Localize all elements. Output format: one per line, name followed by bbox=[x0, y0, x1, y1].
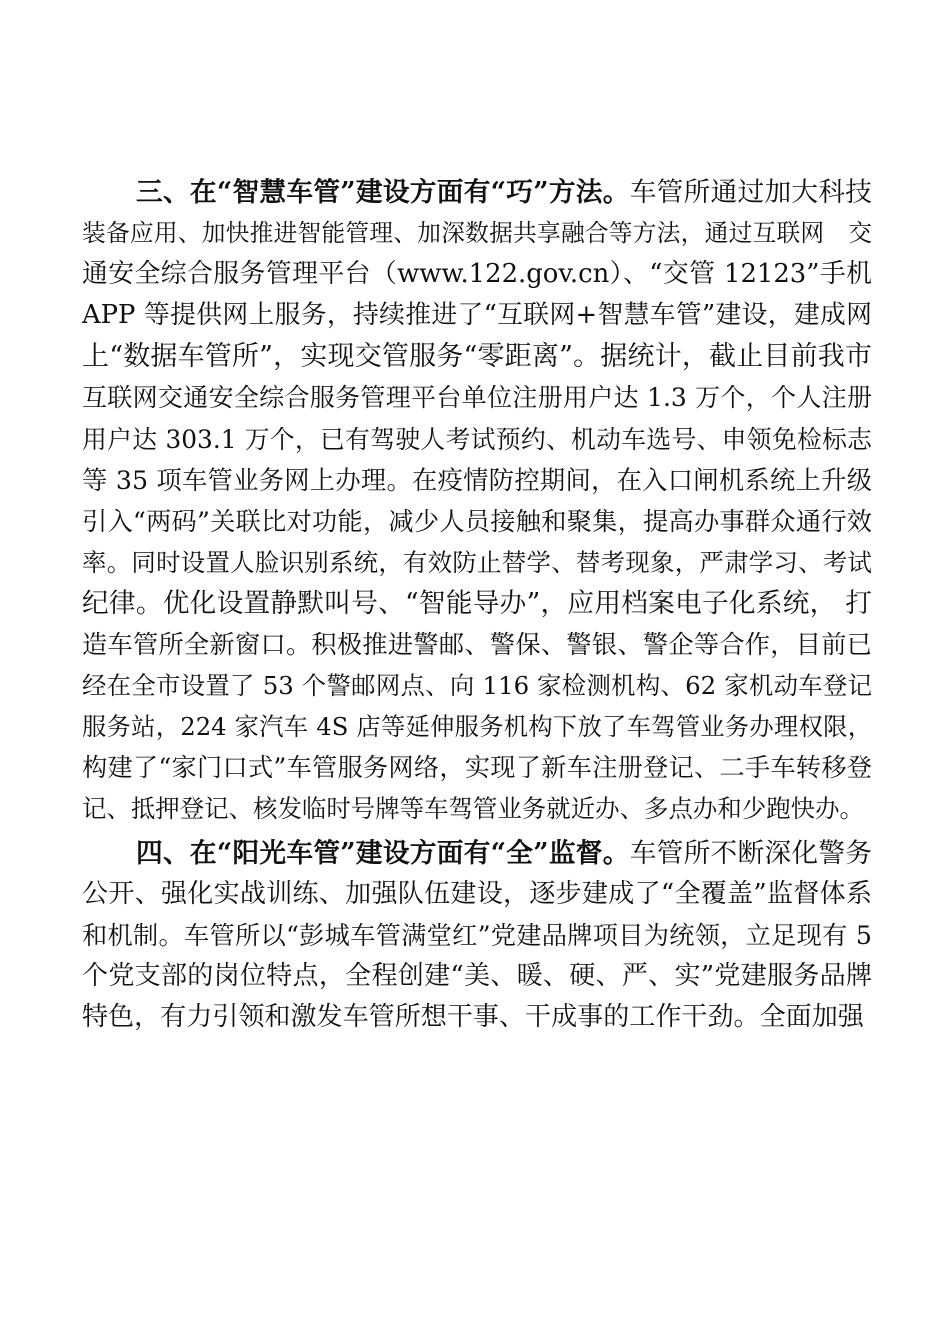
paragraph-line: 率。同时设置人脸识别系统，有效防止替学、替考现象，严肃学习、考试 bbox=[82, 547, 872, 577]
document-body bbox=[82, 172, 872, 1038]
section-4-heading: 四、在“阳光车管”建设方面有“全”监督。 bbox=[136, 837, 630, 869]
paragraph-line: APP 等提供网上服务，持续推进了“互联网+智慧车管”建设，建成网 bbox=[82, 300, 872, 331]
paragraph-line: 等 35 项车管业务网上办理。在疫情防控期间，在入口闸机系统上升级 bbox=[82, 465, 872, 495]
paragraph-line: 服务站，224 家汽车 4S 店等延伸服务机构下放了车驾管业务办理权限， bbox=[82, 712, 872, 742]
paragraph-line: 纪律。优化设置静默叫号、“智能导办”，应用档案电子化系统， 打 bbox=[82, 587, 872, 619]
section-4-line-1 bbox=[82, 833, 872, 874]
paragraph-line: 互联网交通安全综合服务管理平台单位注册用户达 1.3 万个，个人注册 bbox=[82, 383, 872, 413]
section-3-heading: 三、在“智慧车管”建设方面有“巧”方法。 bbox=[136, 177, 630, 208]
paragraph-line: 用户达 303.1 万个，已有驾驶人考试预约、机动车选号、申领免检标志 bbox=[82, 424, 872, 454]
paragraph-line: 装备应用、加快推进智能管理、加深数据共享融合等方法，通过互联网 交 bbox=[82, 219, 872, 248]
paragraph-line: 上“数据车管所”，实现交管服务“零距离”。据统计，截止目前我市 bbox=[82, 341, 872, 373]
paragraph-line: 记、抵押登记、核发临时号牌等车驾管业务就近办、多点办和少跑快办。 bbox=[82, 794, 864, 824]
paragraph-line: 和机制。车管所以“彭城车管满堂红”党建品牌项目为统领，立足现有 5 bbox=[82, 920, 872, 950]
section-3-text: 车管所通过加大科技 bbox=[629, 177, 872, 208]
paragraph-line: 构建了“家门口式”车管服务网络，实现了新车注册登记、二手车转移登 bbox=[82, 753, 872, 783]
paragraph-line: 引入“两码”关联比对功能，减少人员接触和聚集，提高办事群众通行效 bbox=[82, 506, 872, 536]
section-3-line-1 bbox=[82, 172, 872, 213]
paragraph-line: 特色，有力引领和激发车管所想干事、干成事的工作干劲。全面加强 bbox=[82, 1001, 864, 1032]
paragraph-line: 个党支部的岗位特点，全程创建“美、暖、硬、严、实”党建服务品牌 bbox=[82, 960, 872, 991]
paragraph-line: 公开、强化实战训练、加强队伍建设，逐步建成了“全覆盖”监督体系 bbox=[82, 878, 872, 909]
paragraph-line: 经在全市设置了 53 个警邮网点、向 116 家检测机构、62 家机动车登记 bbox=[82, 671, 872, 701]
paragraph-line: 造车管所全新窗口。积极推进警邮、警保、警银、警企等合作，目前已 bbox=[82, 630, 872, 660]
section-4-text: 车管所不断深化警务 bbox=[629, 837, 872, 869]
paragraph-line: 通安全综合服务管理平台（www.122.gov.cn）、“交管 12123”手机 bbox=[82, 259, 872, 290]
